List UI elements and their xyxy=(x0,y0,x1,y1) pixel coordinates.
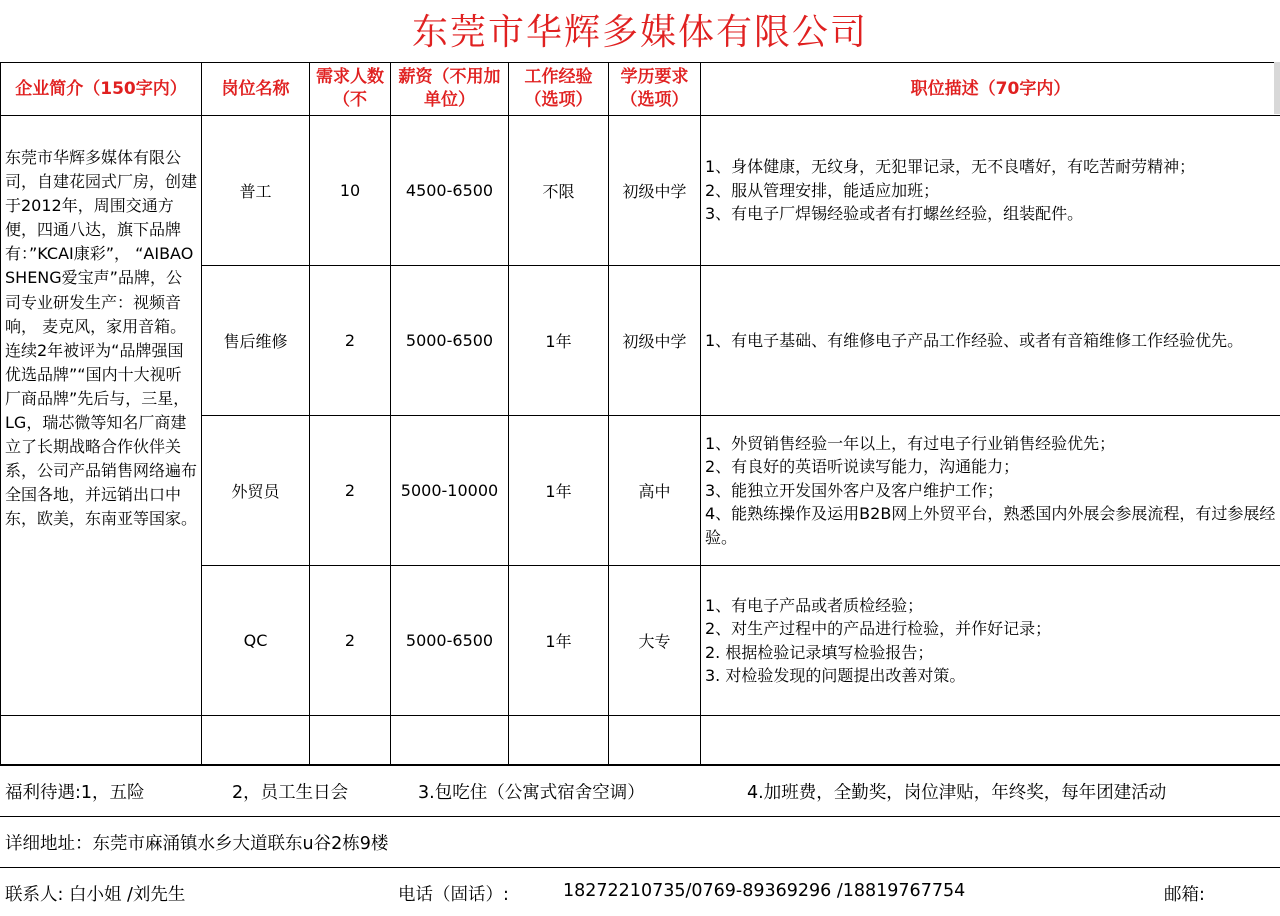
job-description xyxy=(701,266,1280,416)
job-experience: 1年 xyxy=(509,416,609,566)
job-education: 初级中学 xyxy=(609,266,701,416)
empty-cell xyxy=(202,716,310,765)
job-salary: 5000-6500 xyxy=(391,566,509,716)
job-education: 初级中学 xyxy=(609,116,701,266)
job-desc-line: 3、有电子厂焊锡经验或者有打螺丝经验，组装配件。 xyxy=(705,202,1280,226)
benefit-item: 4.加班费，全勤奖，岗位津贴，年终奖，每年团建活动 xyxy=(747,779,1166,804)
job-description xyxy=(701,416,1280,566)
company-intro: 东莞市华辉多媒体有限公司，自建花园式厂房，创建于2012年，周围交通方便，四通八达，旗下品牌有：”KCAI康彩”， “AIBAOSHENG爱宝声”品牌，公司专业研发生产：视频音响， 麦克风，家用音箱。连续2年被评为“品牌强国优选品牌”“国内十大视听厂商品牌”先后与，三星，LG，瑞芯微等知名厂商建立了长期战略合作伙伴关系，公司产品销售网络遍布全国各地，并远销出口中东，欧美，东南亚等国家。 xyxy=(1,116,202,716)
job-row xyxy=(1,116,1280,266)
job-desc-line: 2、服从管理安排，能适应加班； xyxy=(705,179,1280,203)
job-education: 大专 xyxy=(609,566,701,716)
contact-person: 联系人: 白小姐 /刘先生 xyxy=(5,881,185,906)
job-desc-line: 1、外贸销售经验一年以上，有过电子行业销售经验优先； xyxy=(705,432,1280,456)
job-description xyxy=(701,116,1280,266)
phone-label: 电话（固话）: xyxy=(398,881,509,906)
empty-cell xyxy=(701,716,1280,765)
benefit-item: 2，员工生日会 xyxy=(232,779,348,804)
job-desc-line: 2. 根据检验记录填写检验报告； xyxy=(705,641,1280,665)
header-position: 岗位名称 xyxy=(202,63,310,116)
job-position: 外贸员 xyxy=(202,416,310,566)
job-salary: 5000-6500 xyxy=(391,266,509,416)
job-desc-line: 1、身体健康，无纹身，无犯罪记录，无不良嗜好，有吃苦耐劳精神； xyxy=(705,155,1280,179)
empty-row xyxy=(1,716,1280,765)
job-desc-line: 3、能独立开发国外客户及客户维护工作； xyxy=(705,479,1280,503)
header-intro: 企业简介（150字内） xyxy=(1,63,202,116)
job-education: 高中 xyxy=(609,416,701,566)
job-count: 10 xyxy=(310,116,391,266)
job-count: 2 xyxy=(310,416,391,566)
job-description xyxy=(701,566,1280,716)
header-count: 需求人数（不 xyxy=(310,63,391,116)
job-desc-line: 3. 对检验发现的问题提出改善对策。 xyxy=(705,664,1280,688)
job-experience: 1年 xyxy=(509,266,609,416)
job-desc-line: 1、有电子产品或者质检经验； xyxy=(705,594,1280,618)
job-experience: 不限 xyxy=(509,116,609,266)
empty-cell xyxy=(509,716,609,765)
phone-number: 18272210735/0769-89369296 /18819767754 xyxy=(563,881,965,901)
benefit-item: 3.包吃住（公寓式宿舍空调） xyxy=(418,779,645,804)
job-desc-line: 4、能熟练操作及运用B2B网上外贸平台，熟悉国内外展会参展流程，有过参展经验。 xyxy=(705,502,1280,549)
header-salary: 薪资（不用加单位） xyxy=(391,63,509,116)
empty-cell xyxy=(391,716,509,765)
email-label: 邮箱: xyxy=(1164,881,1205,906)
job-position: 普工 xyxy=(202,116,310,266)
job-position: 售后维修 xyxy=(202,266,310,416)
job-count: 2 xyxy=(310,566,391,716)
address-text: 详细地址：东莞市麻涌镇水乡大道联东u谷2栋9楼 xyxy=(5,830,388,855)
benefit-item: 福利待遇:1，五险 xyxy=(5,779,145,804)
job-count: 2 xyxy=(310,266,391,416)
job-table xyxy=(0,62,1280,765)
scrollbar-stub[interactable] xyxy=(1274,62,1280,114)
empty-cell xyxy=(609,716,701,765)
header-row xyxy=(1,63,1280,116)
job-salary: 5000-10000 xyxy=(391,416,509,566)
company-title: 东莞市华辉多媒体有限公司 xyxy=(0,0,1280,62)
job-experience: 1年 xyxy=(509,566,609,716)
header-experience: 工作经验（选项） xyxy=(509,63,609,116)
job-salary: 4500-6500 xyxy=(391,116,509,266)
job-desc-line: 2、有良好的英语听说读写能力，沟通能力； xyxy=(705,455,1280,479)
contact-row xyxy=(0,867,1280,916)
header-education: 学历要求（选项） xyxy=(609,63,701,116)
empty-cell xyxy=(1,716,202,765)
empty-cell xyxy=(310,716,391,765)
job-position: QC xyxy=(202,566,310,716)
job-desc-line: 2、对生产过程中的产品进行检验，并作好记录； xyxy=(705,617,1280,641)
header-description: 职位描述（70字内） xyxy=(701,63,1280,116)
job-desc-line: 1、有电子基础、有维修电子产品工作经验、或者有音箱维修工作经验优先。 xyxy=(705,329,1280,353)
address-row xyxy=(0,816,1280,867)
benefits-row xyxy=(0,765,1280,816)
